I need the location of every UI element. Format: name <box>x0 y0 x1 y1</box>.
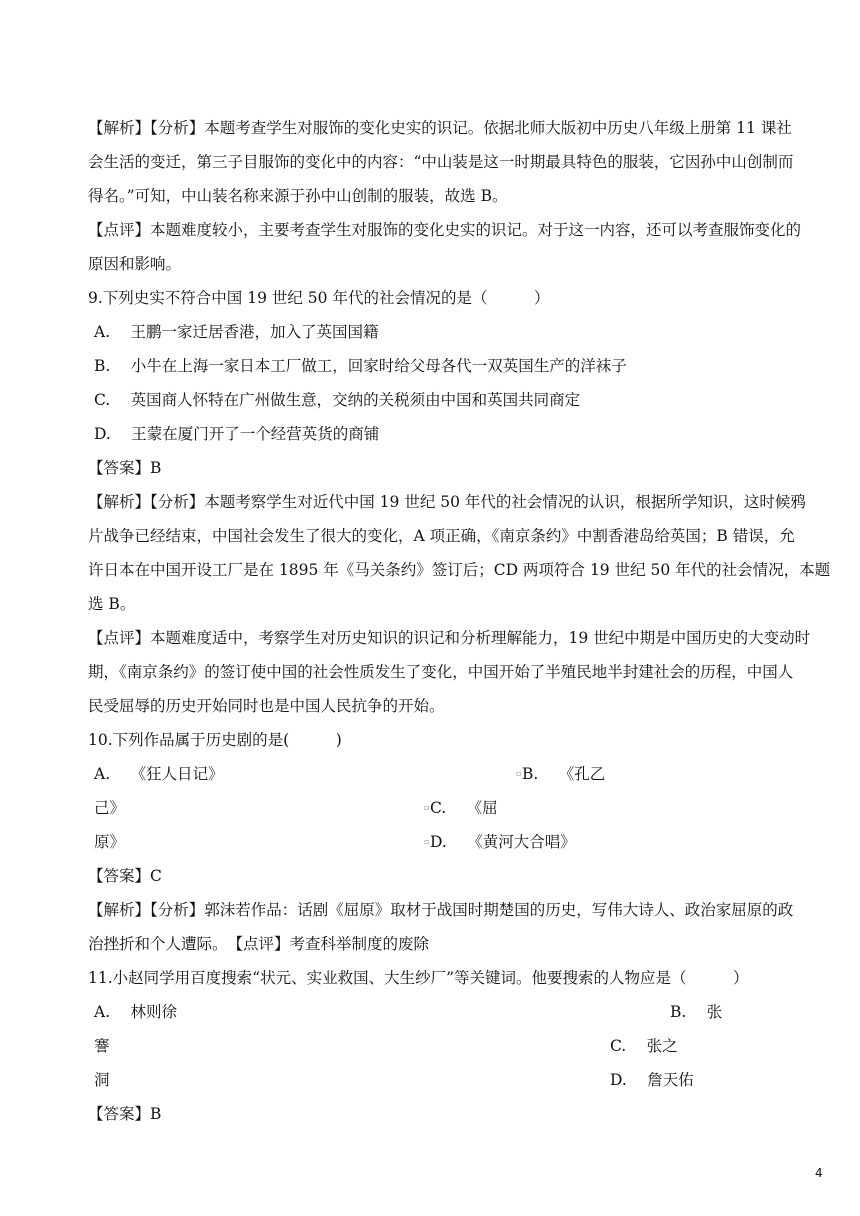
q10-option-c-continued: 原》 <box>94 833 126 851</box>
layout-mark: ▫ <box>424 837 430 846</box>
question-9-stem: 9.下列史实不符合中国 19 世纪 50 年代的社会情况的是（ ） <box>88 289 550 307</box>
q11-option-d: D. 詹天佑 <box>610 1071 694 1089</box>
q10-option-b-continued: 己》 <box>94 799 126 817</box>
q11-answer: 【答案】B <box>88 1105 162 1123</box>
q11-option-c-continued: 洞 <box>94 1071 110 1089</box>
q9-option-d: D. 王蒙在厦门开了一个经营英货的商铺 <box>94 425 380 443</box>
q9-comment-line: 【点评】本题难度适中，考察学生对历史知识的识记和分析理解能力，19 世纪中期是中国历史的大变动时 <box>88 629 811 647</box>
page-number: 4 <box>815 1166 823 1180</box>
q11-option-a: A. 林则徐 <box>94 1003 178 1021</box>
q10-analysis-line: 治挫折和个人遭际。 【点评】考查科举制度的废除 <box>88 935 430 953</box>
q9-option-b: B. 小牛在上海一家日本工厂做工，回家时给父母各代一双英国生产的洋袜子 <box>94 357 627 375</box>
analysis-line: 会生活的变迁，第三子目服饰的变化中的内容：“中山装是这一时期最具特色的服装，它因孙中山创制而 <box>88 153 794 171</box>
question-11-stem: 11.小赵同学用百度搜索“状元、实业救国、大生纱厂”等关键词。他要搜索的人物应是（ ） <box>88 969 749 987</box>
q9-comment-line: 民受屈辱的历史开始同时也是中国人民抗争的开始。 <box>88 697 445 715</box>
q10-answer: 【答案】C <box>88 867 162 885</box>
q9-answer: 【答案】B <box>88 459 162 477</box>
q10-option-c: C. 《屈 <box>430 799 498 817</box>
layout-mark: ▫ <box>516 769 522 778</box>
q10-option-a: A. 《狂人日记》 <box>94 765 224 783</box>
layout-mark: ▫ <box>424 803 430 812</box>
q9-comment-line: 期，《南京条约》的签订使中国的社会性质发生了变化，中国开始了半殖民地半封建社会的历程，中国人 <box>88 663 794 681</box>
question-10-stem: 10.下列作品属于历史剧的是( ) <box>88 731 342 749</box>
q11-option-c: C. 张之 <box>610 1037 678 1055</box>
q9-analysis-line: 选 B。 <box>88 595 136 613</box>
analysis-line: 得名。”可知，中山装名称来源于孙中山创制的服装，故选 B。 <box>88 187 508 205</box>
q9-analysis-line: 【解析】【分析】本题考察学生对近代中国 19 世纪 50 年代的社会情况的认识，根据所学知识，这时候鸦 <box>88 493 806 511</box>
q11-option-b: B. 张 <box>670 1003 723 1021</box>
q9-analysis-line: 许日本在中国开设工厂是在 1895 年《马关条约》签订后；CD 两项符合 19 世纪 50 年代的社会情况，本题 <box>88 561 831 579</box>
q9-option-c: C. 英国商人怀特在广州做生意，交纳的关税须由中国和英国共同商定 <box>94 391 581 409</box>
comment-line: 原因和影响。 <box>88 255 182 273</box>
analysis-line: 【解析】【分析】本题考查学生对服饰的变化史实的识记。依据北师大版初中历史八年级上册第 11 课社 <box>88 119 792 137</box>
comment-line: 【点评】本题难度较小，主要考查学生对服饰的变化史实的识记。对于这一内容，还可以考查服饰变化的 <box>88 221 802 239</box>
q10-option-d: D. 《黄河大合唱》 <box>430 833 576 851</box>
q9-analysis-line: 片战争已经结束，中国社会发生了很大的变化，A 项正确，《南京条约》中割香港岛给英国；B 错误，允 <box>88 527 795 545</box>
q10-analysis-line: 【解析】【分析】郭沫若作品：话剧《屈原》取材于战国时期楚国的历史，写伟大诗人、政治家屈原的政 <box>88 901 794 919</box>
q11-option-b-continued: 謇 <box>94 1037 110 1055</box>
q10-option-b: B. 《孔乙 <box>522 765 606 783</box>
q9-option-a: A. 王鹏一家迁居香港，加入了英国国籍 <box>94 323 379 341</box>
